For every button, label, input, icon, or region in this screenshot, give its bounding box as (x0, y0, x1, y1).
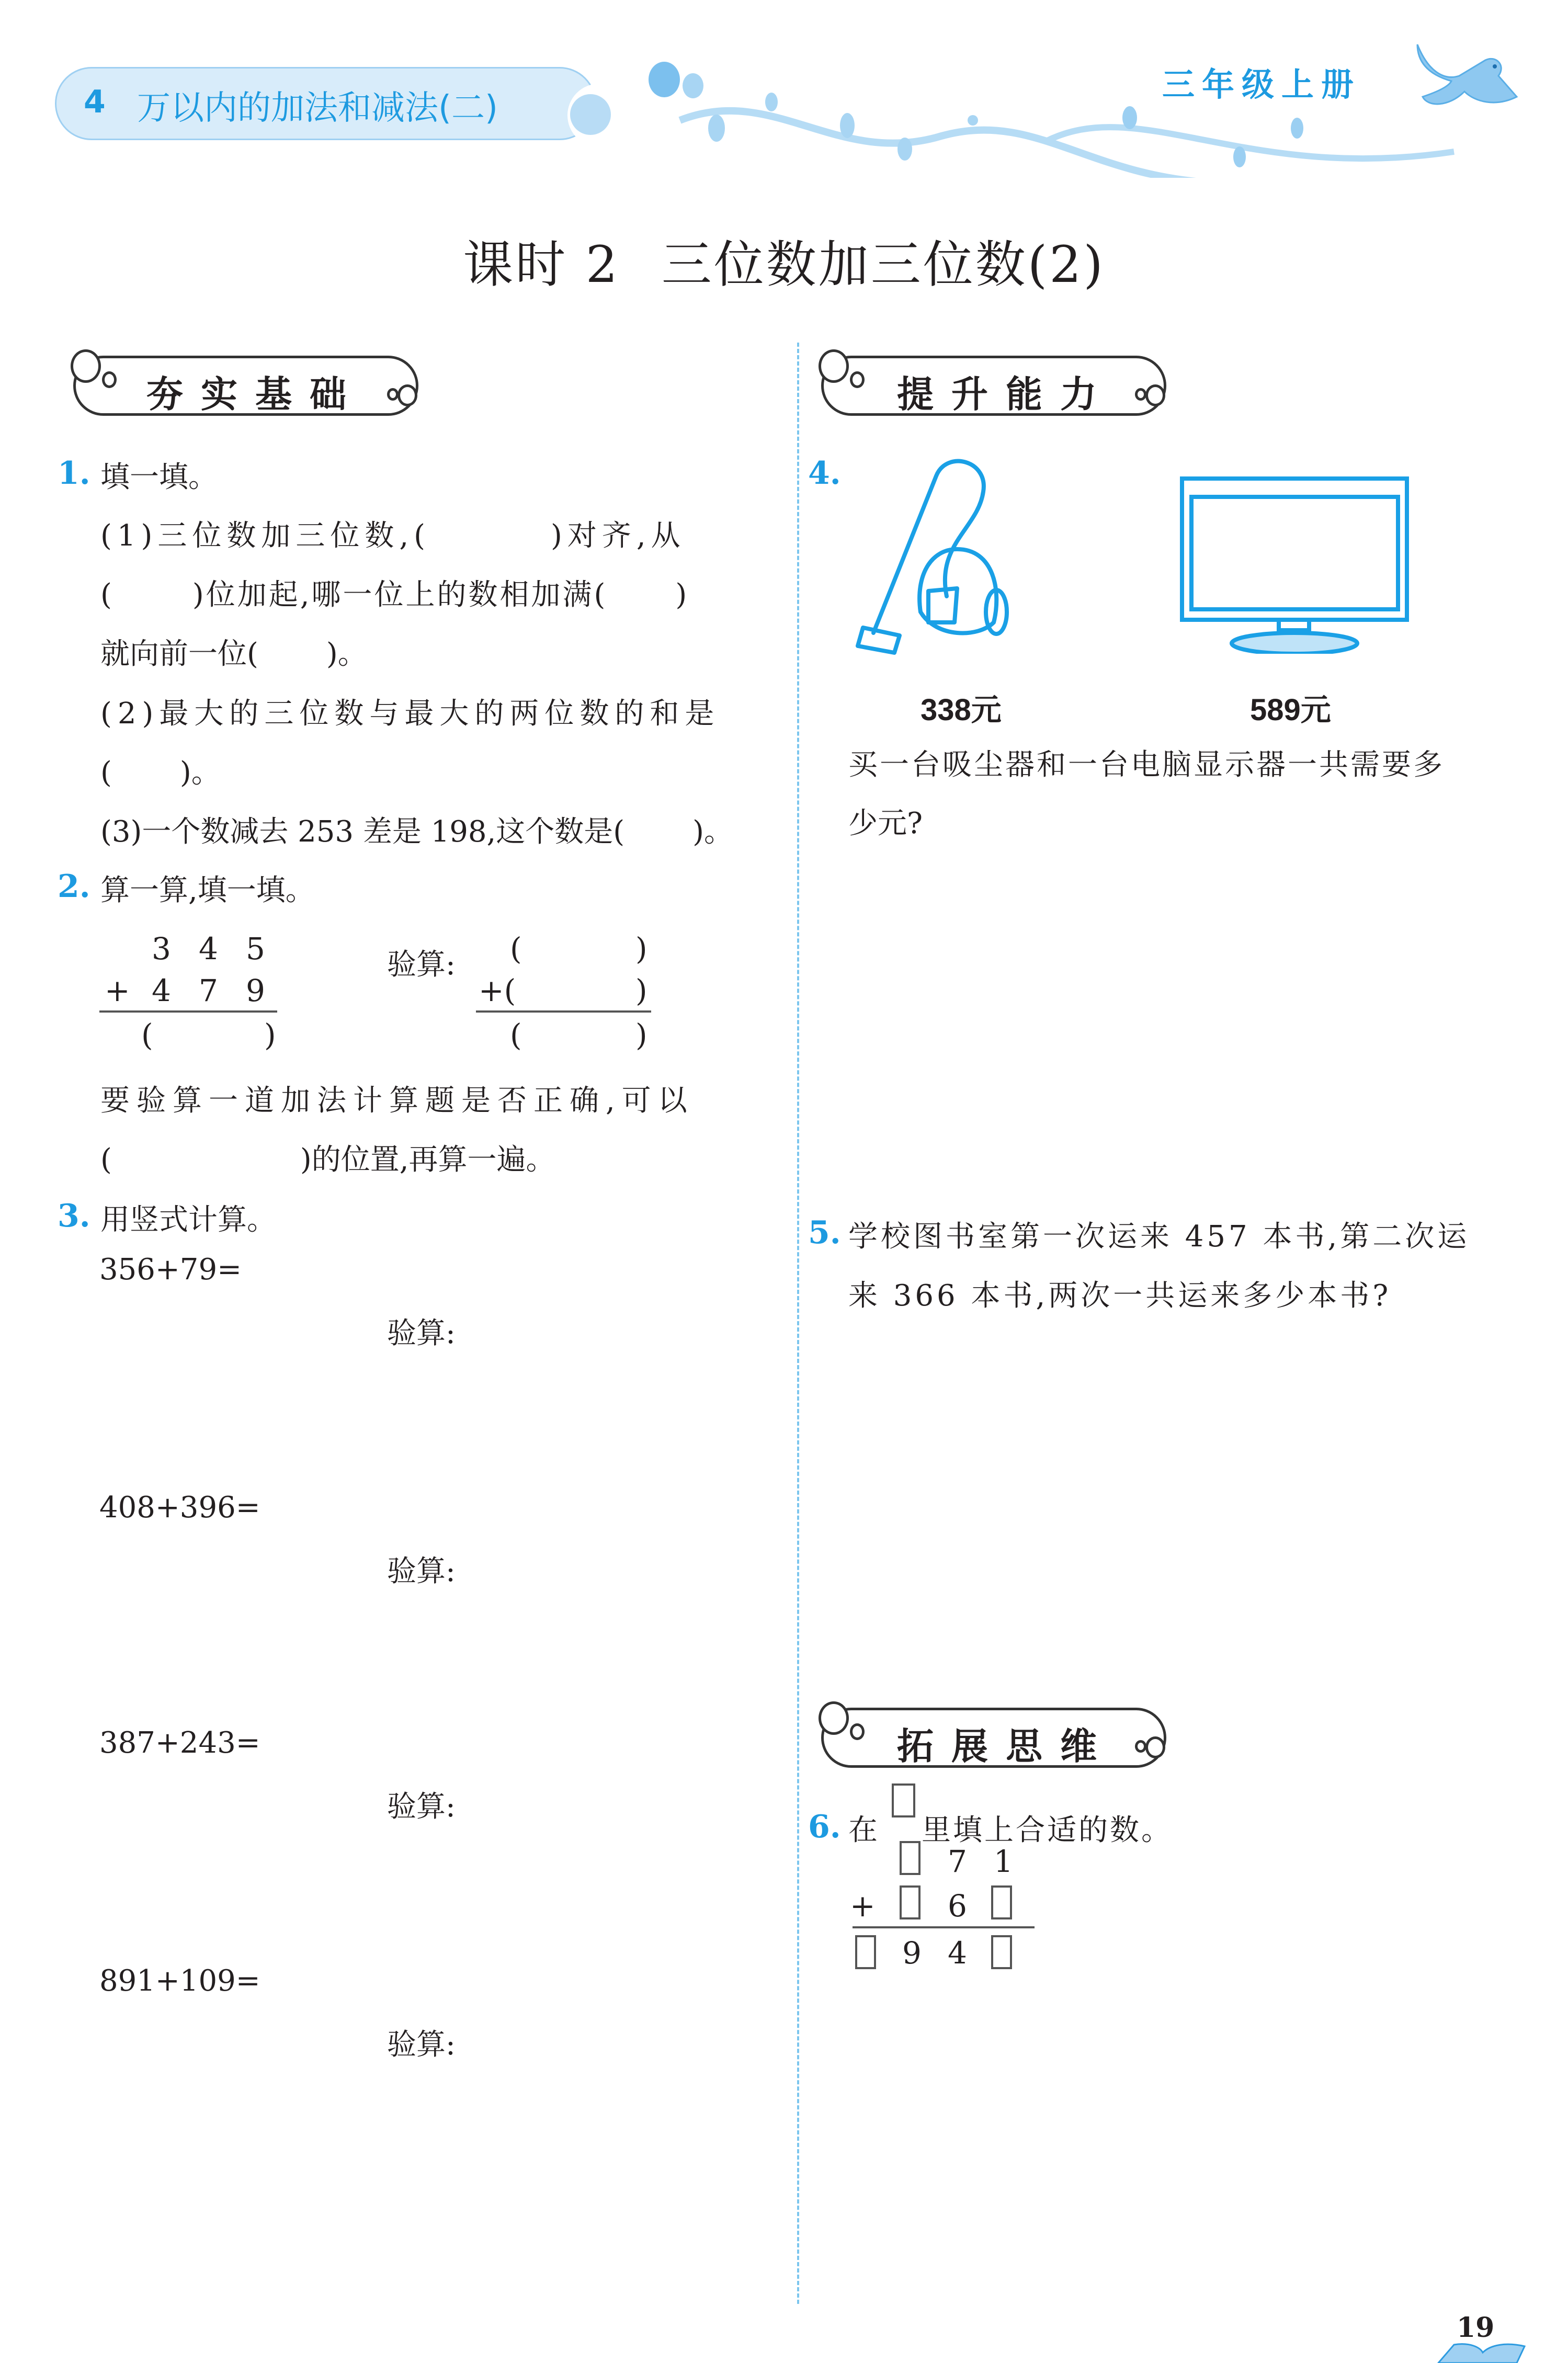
check-label: 验算: (387, 948, 456, 982)
vacuum-price: 338元 (921, 693, 1002, 727)
check-sum-line (476, 1010, 651, 1013)
lesson-title (0, 225, 1568, 297)
section-title-improve: 提升能力 (897, 373, 1115, 416)
check-blank-1-close[interactable]: ) (635, 931, 647, 967)
addend-digit: 4 (199, 931, 218, 967)
vertical-calc-problem: 387+243= (99, 1726, 260, 1760)
q5-line1: 学校图书室第一次运来 457 本书,第二次运 (848, 1220, 1470, 1254)
digit: 7 (948, 1844, 967, 1879)
q4-question-line1: 买一台吸尘器和一台电脑显示器一共需要多 (848, 748, 1445, 782)
check-blank-2-open[interactable]: +( (479, 973, 516, 1008)
digit: 6 (948, 1888, 967, 1924)
digit-input-box[interactable] (855, 1935, 876, 1969)
ring-decoration-icon (397, 384, 417, 406)
lesson-name: 三位数加三位数(2) (661, 235, 1105, 294)
question-number: 6. (808, 1809, 841, 1845)
vertical-calc-problem: 891+109= (99, 1964, 260, 1998)
digit: 1 (994, 1844, 1013, 1879)
ring-decoration-icon (1145, 1736, 1165, 1758)
ring-decoration-icon (71, 349, 101, 383)
q2-note-line2: ( )的位置,再算一遍。 (100, 1143, 555, 1177)
q2-note-line1: 要验算一道加法计算题是否正确,可以 (100, 1084, 694, 1118)
sum-line (853, 1926, 1035, 1928)
question-number: 5. (808, 1214, 841, 1251)
question-title: 填一填。 (100, 460, 218, 494)
ring-decoration-icon (387, 388, 399, 401)
q1-part1-line3: 就向前一位( )。 (100, 637, 367, 671)
addend-digit: 4 (152, 973, 171, 1008)
digit-input-box[interactable] (991, 1935, 1012, 1969)
wave-decoration-icon (669, 63, 1485, 178)
check-blank-3-close[interactable]: ) (635, 1017, 647, 1053)
q4-question-line2: 少元? (848, 806, 923, 840)
computer-monitor-icon (1177, 473, 1412, 654)
question-title: 用竖式计算。 (100, 1203, 276, 1237)
vacuum-cleaner-icon (853, 455, 1041, 659)
sum-line (99, 1010, 277, 1013)
check-blank-1-open[interactable]: ( (510, 931, 522, 967)
ring-decoration-icon (102, 371, 117, 388)
q1-part1-line2: ( )位加起,哪一位上的数相加满( ) (100, 578, 689, 612)
digit-input-box[interactable] (900, 1841, 921, 1875)
check-blank-3-open[interactable]: ( (510, 1017, 522, 1053)
check-label: 验算: (387, 1790, 456, 1824)
addend-digit: 9 (246, 973, 265, 1008)
section-title-extend: 拓展思维 (897, 1725, 1115, 1768)
q6-title-b: 里填上合适的数。 (922, 1813, 1173, 1847)
bubble-decoration-icon (570, 94, 611, 135)
check-label: 验算: (387, 1554, 456, 1588)
q1-part2-line1: (2)最大的三位数与最大的两位数的和是 (100, 697, 720, 731)
addend-digit: 7 (199, 973, 218, 1008)
ring-decoration-icon (819, 1701, 849, 1735)
chapter-title: 万以内的加法和减法(二) (137, 89, 498, 128)
question-title: 算一算,填一填。 (100, 873, 315, 907)
column-divider (797, 343, 799, 2304)
digit: 4 (948, 1935, 967, 1971)
addend-digit: 3 (152, 931, 171, 967)
check-label: 验算: (387, 2028, 456, 2062)
bird-icon (1407, 39, 1522, 118)
q1-part3: (3)一个数减去 253 差是 198,这个数是( )。 (100, 815, 734, 849)
lesson-prefix: 课时 2 (463, 235, 620, 294)
answer-blank-close[interactable]: ) (264, 1017, 276, 1053)
chapter-number: 4 (84, 84, 106, 120)
grade-label: 三年级上册 (1162, 65, 1361, 104)
digit: 9 (902, 1935, 922, 1971)
ring-decoration-icon (850, 371, 865, 388)
page-number: 19 (1457, 2312, 1495, 2344)
addend-digit: 5 (246, 931, 265, 967)
ring-decoration-icon (1145, 384, 1165, 406)
check-blank-2-close[interactable]: ) (635, 973, 647, 1008)
question-number: 1. (58, 455, 90, 492)
monitor-price: 589元 (1250, 693, 1331, 727)
q5-line2: 来 366 本书,两次一共运来多少本书? (848, 1279, 1392, 1313)
ring-decoration-icon (1135, 1740, 1146, 1753)
vertical-calc-problem: 356+79= (99, 1253, 242, 1287)
example-box-icon (892, 1783, 915, 1817)
question-number: 4. (808, 455, 841, 492)
ring-decoration-icon (850, 1723, 865, 1740)
plus-sign: + (105, 973, 130, 1008)
q6-title-a: 在 (848, 1813, 878, 1847)
digit-input-box[interactable] (991, 1885, 1012, 1919)
digit-input-box[interactable] (900, 1885, 921, 1919)
plus-sign: + (850, 1888, 876, 1924)
ring-decoration-icon (1135, 388, 1146, 401)
question-number: 3. (58, 1198, 90, 1234)
open-book-icon (1433, 2342, 1532, 2363)
section-title-basic: 夯实基础 (146, 373, 364, 416)
answer-blank-open[interactable]: ( (141, 1017, 153, 1053)
check-label: 验算: (387, 1316, 456, 1350)
q1-part2-line2: ( )。 (100, 756, 221, 790)
ring-decoration-icon (819, 349, 849, 383)
q1-part1-line1: (1)三位数加三位数,( )对齐,从 (100, 519, 686, 553)
vertical-calc-problem: 408+396= (99, 1491, 260, 1525)
question-number: 2. (58, 868, 90, 905)
